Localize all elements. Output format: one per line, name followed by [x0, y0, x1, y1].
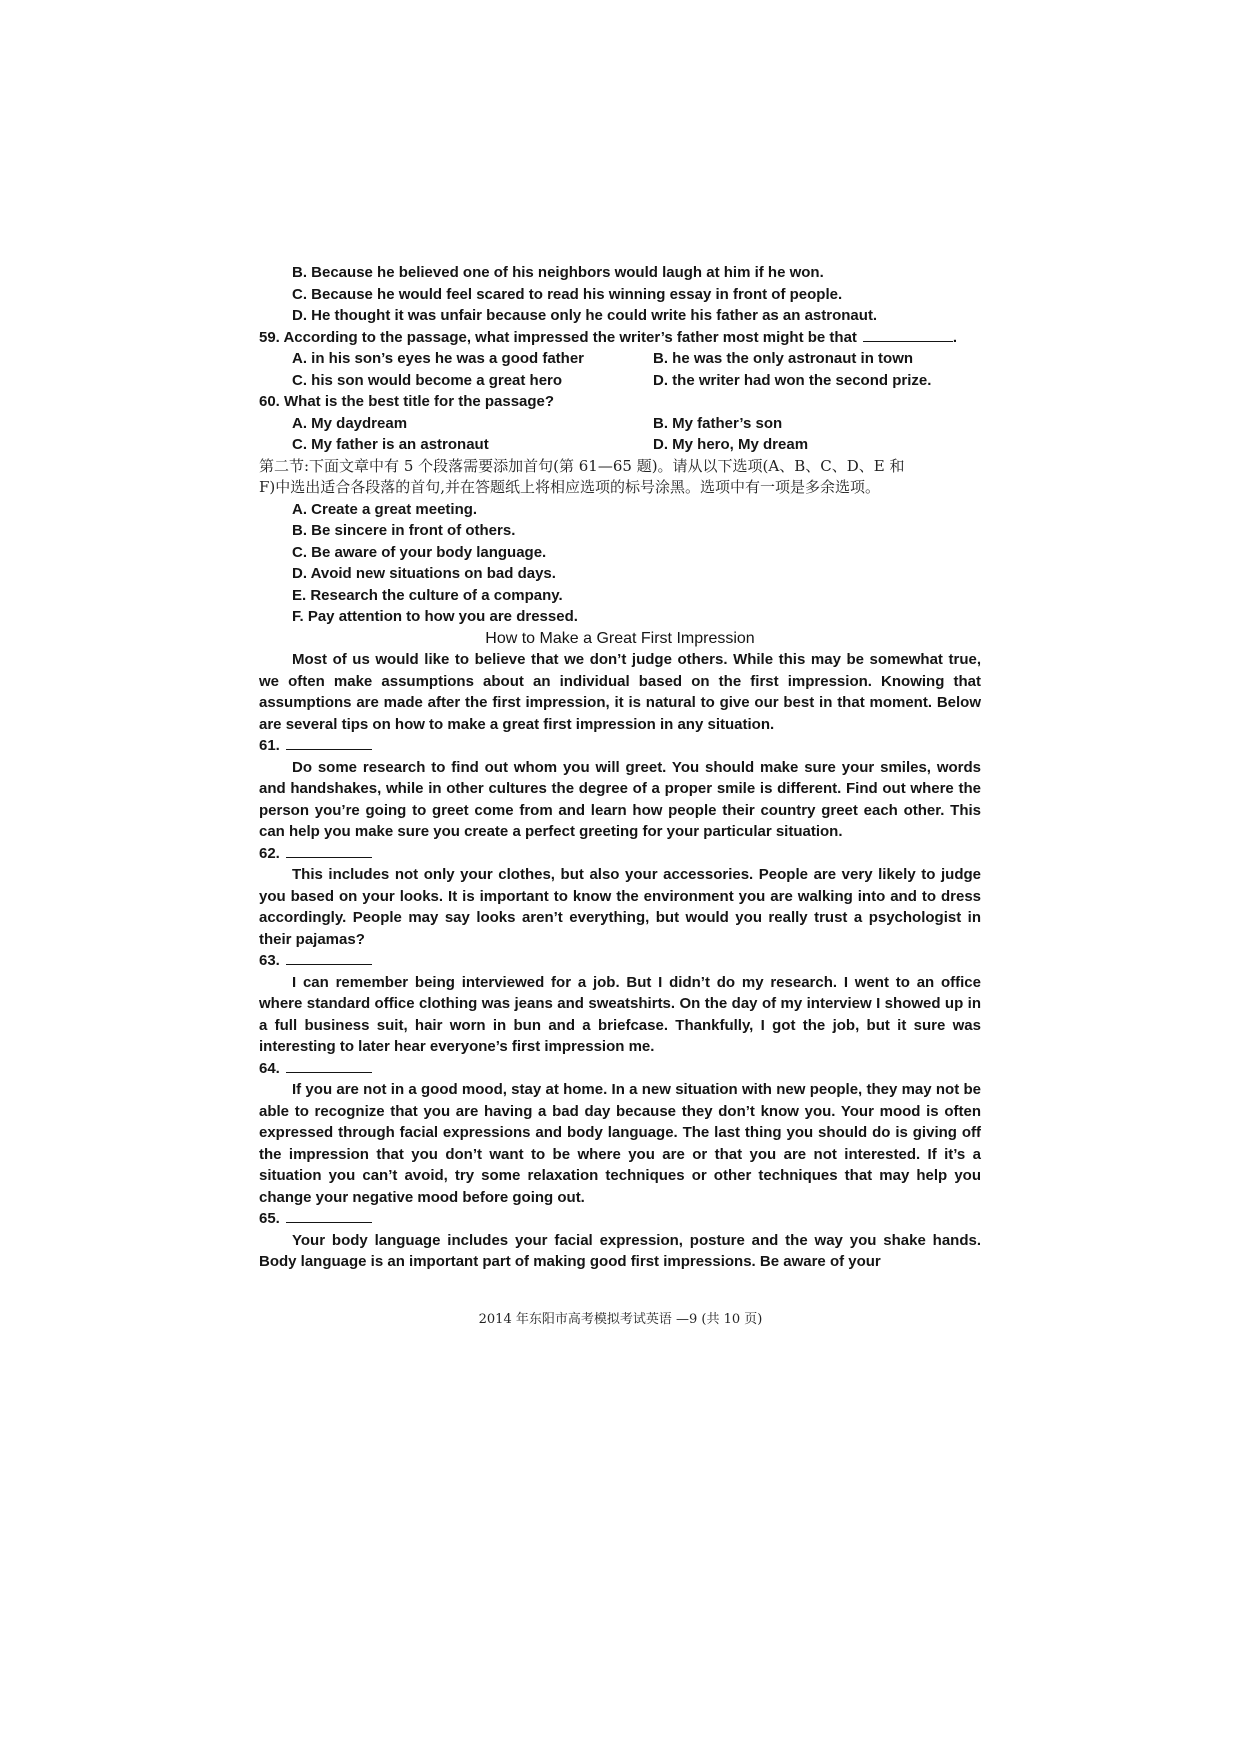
section2-option-a: A. Create a great meeting. — [292, 500, 478, 518]
q59-option-b: B. he was the only astronaut in town — [653, 350, 914, 367]
item-63-paragraph: I can remember being interviewed for a job. But I didn’t do my research. I went to an office where standard office clothing was jeans and sweatshirts. On the day of my interview I showed up in a full business suit, hair worn in bun and a briefcase. Thankfully, I got the job, but it sure was interesting to later hear everyone’s first impression me. — [259, 973, 981, 1055]
item-number: 65. — [259, 1210, 280, 1227]
q60-option-c: C. My father is an astronaut — [292, 436, 489, 453]
q58-option-b: B. Because he believed one of his neighbors would laugh at him if he won. — [292, 264, 824, 281]
section2-option-b: B. Be sincere in front of others. — [292, 522, 516, 539]
item-number: 61. — [259, 737, 280, 754]
item-64-number — [259, 1058, 981, 1080]
answer-blank — [286, 1058, 372, 1073]
item-63-number — [259, 950, 981, 972]
item-62-paragraph: This includes not only your clothes, but also your accessories. People are very likely to judge you based on your looks. It is important to know the environment you are walking into and to dress accordingly. People may say looks aren’t everything, but would you really trust a psychologist in their pajamas? — [259, 866, 981, 948]
item-65-paragraph: Your body language includes your facial expression, posture and the way you shake hands. Body language is an important part of making good first impressions. Be aware of your — [259, 1231, 981, 1270]
page-content — [259, 262, 981, 1273]
q60-options-row-2 — [259, 434, 981, 456]
page-footer: 2014 年东阳市高考模拟考试英语 —9 (共 10 页) — [478, 1312, 763, 1327]
section2-option-f: F. Pay attention to how you are dressed. — [292, 608, 578, 625]
q60-option-b: B. My father’s son — [653, 414, 783, 432]
passage-title: How to Make a Great First Impression — [485, 629, 755, 647]
section2-option-c: C. Be aware of your body language. — [292, 543, 547, 561]
answer-blank — [863, 327, 953, 342]
item-number: 62. — [259, 844, 280, 862]
item-61-number — [259, 735, 981, 757]
q59-options-row-2 — [259, 370, 981, 392]
section2-option-d: D. Avoid new situations on bad days. — [292, 565, 556, 582]
answer-blank — [286, 735, 372, 750]
q59-option-d: D. the writer had won the second prize. — [653, 371, 932, 389]
q59-stem-text: 59. According to the passage, what impressed the writer’s father most might be that — [259, 328, 857, 346]
item-65-number — [259, 1208, 981, 1230]
q60-option-a: A. My daydream — [292, 414, 408, 432]
section2-instruction-line2: F)中选出适合各段落的首句,并在答题纸上将相应选项的标号涂黑。选项中有一项是多余选项。 — [259, 478, 881, 496]
answer-blank — [286, 1208, 372, 1223]
item-61-paragraph: Do some research to find out whom you will greet. You should make sure your smiles, words and handshakes, while in other cultures the degree of a proper smile is different. Find out where the person you’re going to greet come from and learn how people their country greet each other. This can help you make sure you create a perfect greeting for your particular situation. — [259, 758, 981, 840]
q59-option-a: A. in his son’s eyes he was a good father — [292, 350, 585, 367]
section2-instruction-line1: 第二节:下面文章中有 5 个段落需要添加首句(第 61—65 题)。请从以下选项(A、B、C、D、E 和 — [259, 456, 905, 475]
q59-option-c: C. his son would become a great hero — [292, 371, 563, 389]
q60-option-d: D. My hero, My dream — [653, 436, 809, 453]
q59-options-row-1 — [259, 348, 981, 370]
item-62-number — [259, 843, 981, 865]
section2-option-e: E. Research the culture of a company. — [292, 586, 563, 604]
item-64-paragraph: If you are not in a good mood, stay at home. In a new situation with new people, they may not be able to recognize that you are having a bad day because they don’t know you. Your mood is often expressed through facial expressions and body language. The last thing you should do is giving off the impression that you don’t want to be where you are or that you are not interested. If it’s a situation you can’t avoid, try some relaxation techniques or other techniques that may help you change your negative mood before going out. — [259, 1081, 981, 1206]
q60-options-row-1 — [259, 413, 981, 435]
q58-option-c: C. Because he would feel scared to read his winning essay in front of people. — [292, 285, 843, 303]
answer-blank — [286, 950, 372, 965]
item-number: 63. — [259, 952, 280, 969]
q60-stem: 60. What is the best title for the passage? — [259, 393, 555, 410]
passage-intro: Most of us would like to believe that we don’t judge others. While this may be somewhat true, we often make assumptions about an individual based on the first impression. Knowing that assumptions are made after the first impression, it is natural to give our best in that moment. Below are several tips on how to make a great first impression in any situation. — [259, 651, 981, 733]
q59-stem-end: . — [952, 328, 958, 346]
answer-blank — [286, 843, 372, 858]
q59-stem — [259, 327, 981, 349]
q58-option-d: D. He thought it was unfair because only he could write his father as an astronaut. — [292, 307, 878, 324]
item-number: 64. — [259, 1059, 280, 1077]
